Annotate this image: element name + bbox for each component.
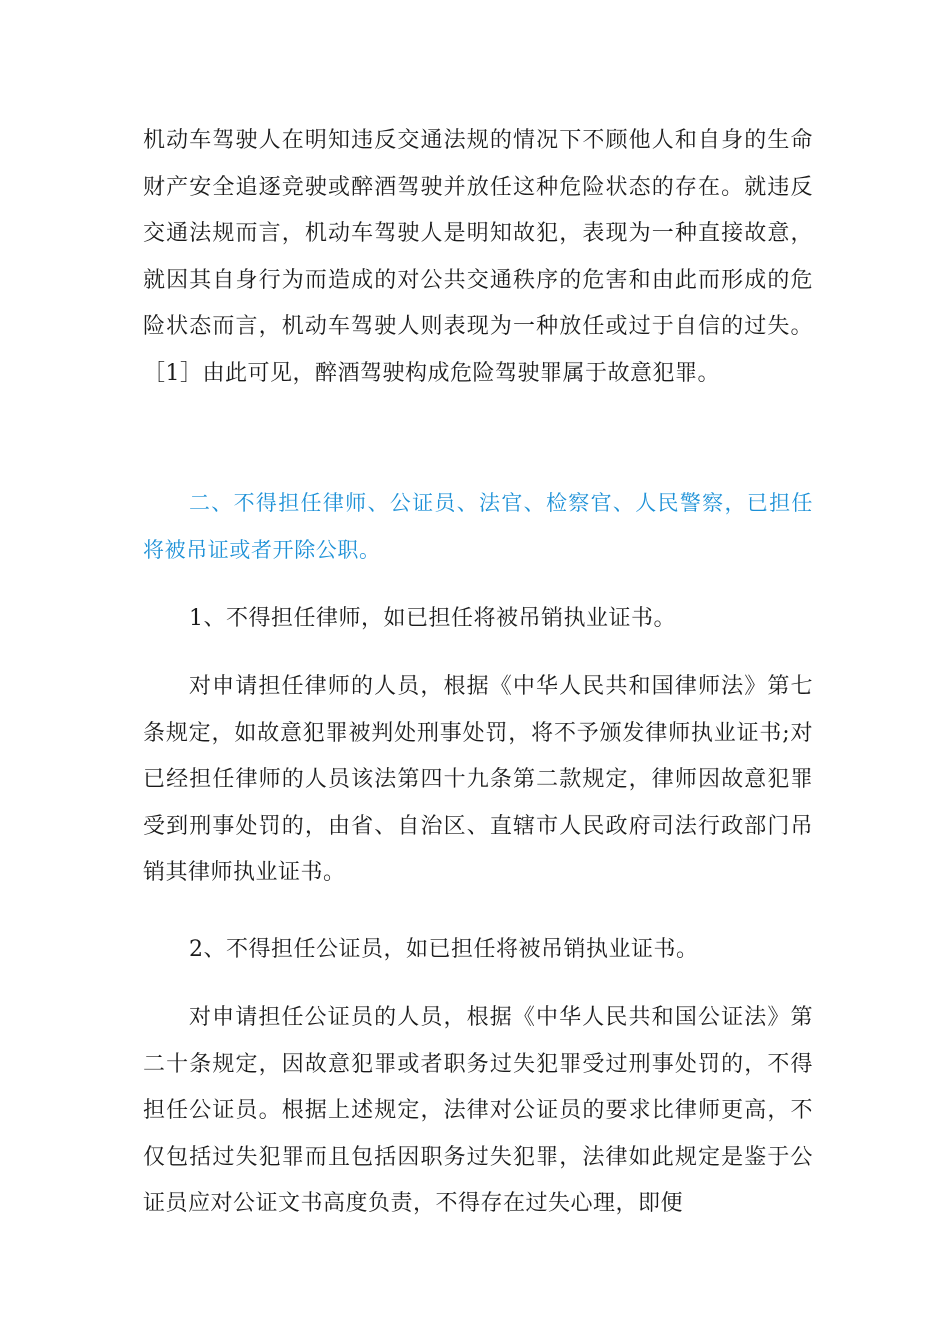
subsection-title: 2、不得担任公证员，如已担任将被吊销执业证书。 <box>189 937 699 962</box>
subsection-title: 1、不得担任律师，如已担任将被吊销执业证书。 <box>189 606 676 631</box>
body-paragraph: 对申请担任律师的人员，根据《中华人民共和国律师法》第七条规定，如故意犯罪被判处刑事处罚，将不予颁发律师执业证书;对已经担任律师的人员该法第四十九条第二款规定，律师因故意犯罪受到刑事处罚的，由省、自治区、直辖市人民政府司法行政部门吊销其律师执业证书。 <box>143 674 813 886</box>
body-paragraph: 机动车驾驶人在明知违反交通法规的情况下不顾他人和自身的生命财产安全追逐竞驶或醉酒驾驶并放任这种危险状态的存在。就违反交通法规而言，机动车驾驶人是明知故犯，表现为一种直接故意，就因其自身行为而造成的对公共交通秩序的危害和由此而形成的危险状态而言，机动车驾驶人则表现为一种放任或过于自信的过失。［1］由此可见，醉酒驾驶构成危险驾驶罪属于故意犯罪。 <box>143 128 813 386</box>
body-paragraph: 对申请担任公证员的人员，根据《中华人民共和国公证法》第二十条规定，因故意犯罪或者职务过失犯罪受过刑事处罚的，不得担任公证员。根据上述规定，法律对公证员的要求比律师更高，不仅包括过失犯罪而且包括因职务过失犯罪，法律如此规定是鉴于公证员应对公证文书高度负责，不得存在过失心理，即便 <box>143 1005 813 1217</box>
section-heading: 二、不得担任律师、公证员、法官、检察官、人民警察，已担任将被吊证或者开除公职。 <box>143 491 813 562</box>
